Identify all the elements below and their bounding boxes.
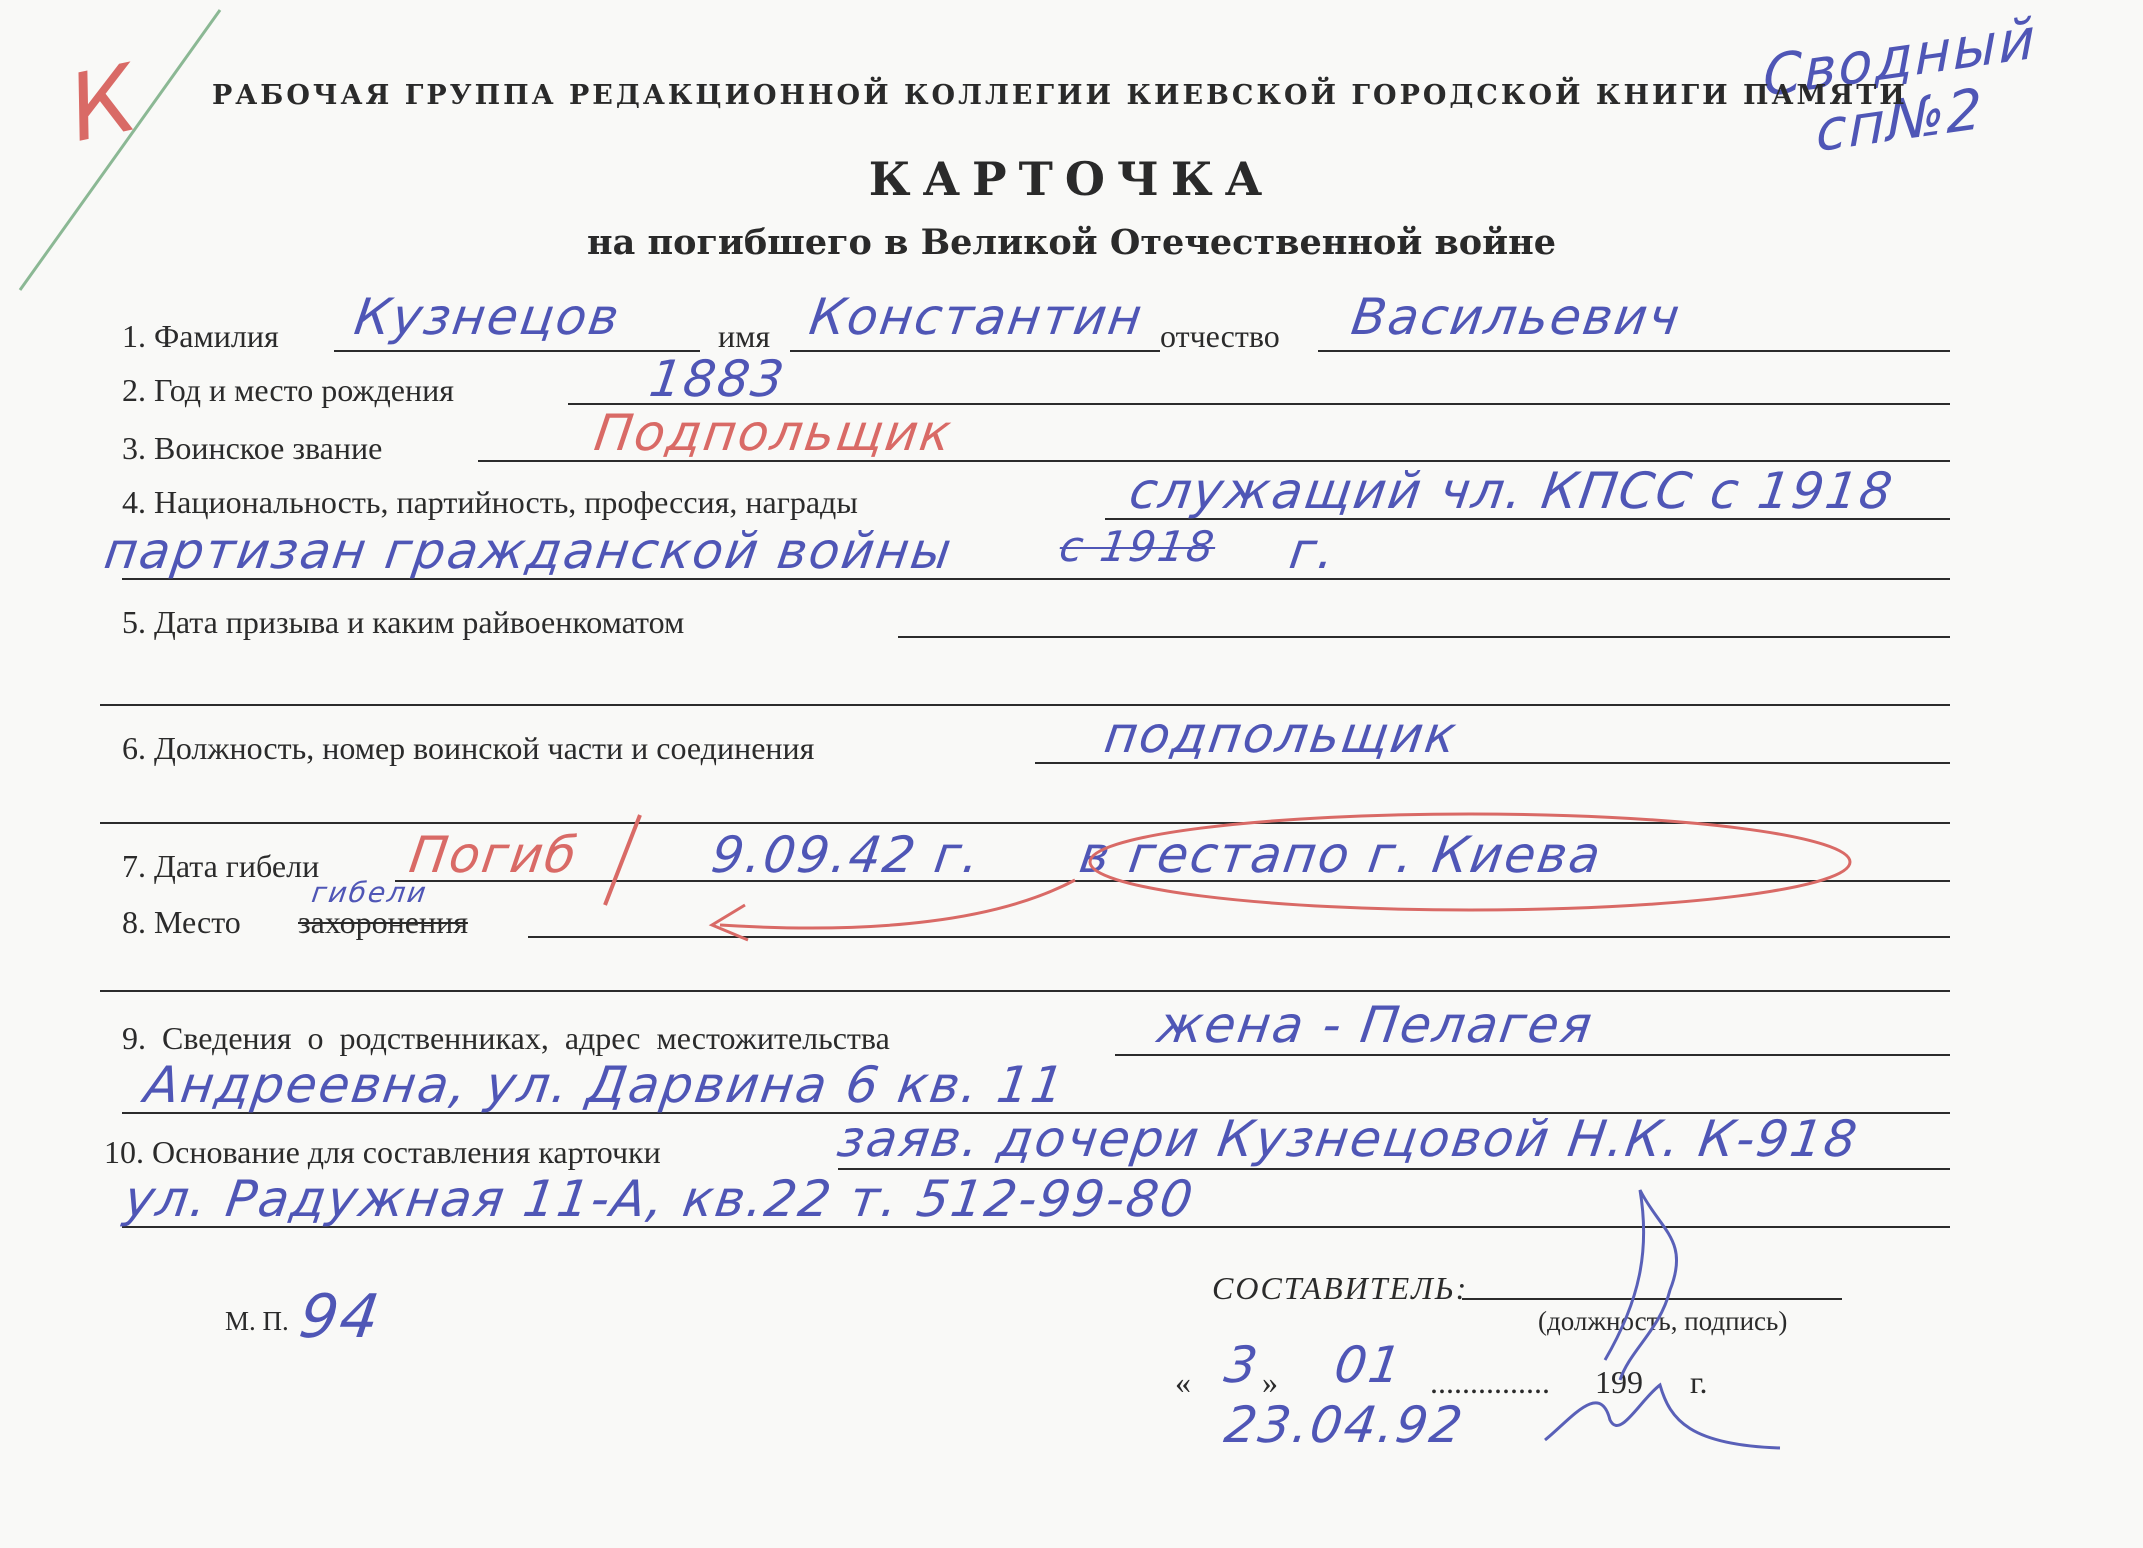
- field-1-patronymic: Васильевич: [1347, 288, 1685, 346]
- compiler-caption: (должность, подпись): [1538, 1306, 1788, 1336]
- card-title: КАРТОЧКА: [868, 152, 1275, 206]
- date-dots: ...............: [1430, 1364, 1550, 1400]
- date-year: 199: [1595, 1364, 1643, 1400]
- compiler-signature: [1605, 1190, 1677, 1380]
- date-year-suffix: г.: [1690, 1364, 1708, 1400]
- field-1-surname: Кузнецов: [350, 288, 625, 346]
- date-day: 3: [1220, 1336, 1263, 1394]
- field-7-circled-note: в гестапо г. Киева: [1075, 826, 1606, 884]
- field-1-patronymic-label: отчество: [1160, 318, 1280, 354]
- second-signature: [1545, 1385, 1780, 1448]
- corner-note: Сводный сп№2: [1763, 6, 2037, 166]
- red-stroke-mark: [605, 815, 640, 905]
- green-pencil-stroke: [20, 10, 220, 290]
- field-3-value: Подпольщик: [590, 404, 957, 462]
- field-5-label: 5. Дата призыва и каким райвоенкоматом: [122, 604, 685, 640]
- field-7-red-note: Погиб: [405, 826, 582, 884]
- field-2-value: 1883: [645, 350, 790, 408]
- field-3-label: 3. Воинское звание: [122, 430, 383, 466]
- field-9-value-line-2: Андреевна, ул. Дарвина 6 кв. 11: [140, 1056, 1070, 1114]
- red-arrow-head: [712, 905, 748, 940]
- field-4-value-line-2: партизан гражданской войны: [100, 522, 957, 580]
- field-9-value-line-1: жена - Пелагея: [1153, 996, 1598, 1054]
- date-close-quote: »: [1262, 1364, 1278, 1400]
- field-1-label: 1. Фамилия: [122, 318, 279, 354]
- field-8-struck-label: захоронения: [298, 904, 468, 940]
- organization-header: РАБОЧАЯ ГРУППА РЕДАКЦИОННОЙ КОЛЛЕГИИ КИЕВСКОЙ ГОРОДСКОЙ КНИГИ ПАМЯТИ: [212, 80, 1908, 111]
- red-circle-annotation: [1090, 814, 1850, 910]
- field-10-value-line-2: ул. Радужная 11-А, кв.22 т. 512-99-80: [120, 1170, 1199, 1228]
- date-open-quote: «: [1175, 1364, 1191, 1400]
- stamp-place-value: 94: [295, 1282, 386, 1352]
- field-4-suffix: г.: [1285, 522, 1341, 580]
- stamp-place-label: М. П.: [225, 1306, 289, 1336]
- field-10-label: 10. Основание для составления карточки: [104, 1134, 661, 1170]
- red-arrow: [720, 880, 1075, 928]
- field-6-label: 6. Должность, номер воинской части и соединения: [122, 730, 815, 766]
- field-10-value-line-1: заяв. дочери Кузнецовой Н.К. К-918: [833, 1110, 1863, 1168]
- card-subtitle: на погибшего в Великой Отечественной войне: [587, 222, 1556, 263]
- compiler-label: СОСТАВИТЕЛЬ:: [1212, 1270, 1469, 1306]
- field-1-name-label: имя: [718, 318, 771, 354]
- field-1-name: Константин: [805, 288, 1148, 346]
- field-7-label: 7. Дата гибели: [122, 848, 320, 884]
- field-4-struck-value: с 1918: [1056, 522, 1219, 571]
- field-4-label: 4. Национальность, партийность, профессия, награды: [122, 484, 858, 520]
- date-month: 01: [1330, 1336, 1407, 1394]
- corner-mark: К: [59, 44, 148, 163]
- field-8-insert: гибели: [309, 876, 430, 909]
- field-4-value-line-1: служащий чл. КПСС с 1918: [1125, 462, 1898, 520]
- field-8-label: 8. Место: [122, 904, 241, 940]
- date-second: 23.04.92: [1220, 1396, 1468, 1454]
- field-6-value: подпольщик: [1100, 706, 1462, 764]
- field-9-label: 9. Сведения о родственниках, адрес местожительства: [122, 1020, 890, 1056]
- field-7-value: 9.09.42 г.: [707, 826, 985, 884]
- field-2-label: 2. Год и место рождения: [122, 372, 454, 408]
